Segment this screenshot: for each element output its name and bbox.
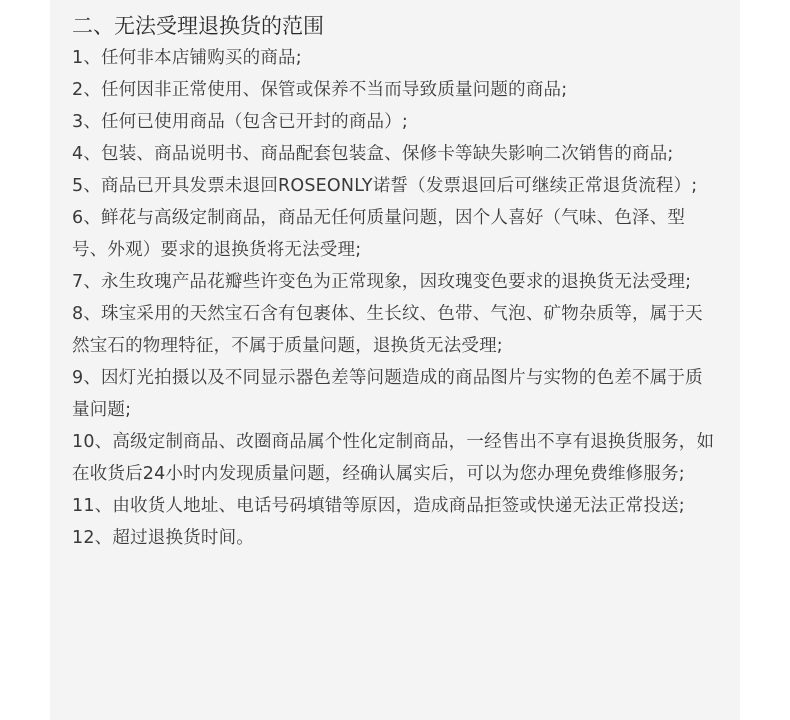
return-policy-section (72, 8, 720, 554)
rule-item-2: 2、任何因非正常使用、保管或保养不当而导致质量问题的商品; (72, 80, 568, 100)
rule-item-11: 11、由收货人地址、电话号码填错等原因，造成商品拒签或快递无法正常投送; (72, 496, 685, 516)
rule-item-6: 6、鲜花与高级定制商品，商品无任何质量问题，因个人喜好（气味、色泽、型号、外观）要求的退换货将无法受理; (72, 208, 686, 260)
rule-item-7: 7、永生玫瑰产品花瓣些许变色为正常现象，因玫瑰变色要求的退换货无法受理; (72, 272, 692, 292)
rules-list (72, 42, 720, 554)
rule-item-3: 3、任何已使用商品（包含已开封的商品）; (72, 112, 409, 132)
rule-item-9: 9、因灯光拍摄以及不同显示器色差等问题造成的商品图片与实物的色差不属于质量问题; (72, 368, 703, 420)
rule-item-12: 12、超过退换货时间。 (72, 528, 254, 548)
rule-item-4: 4、包装、商品说明书、商品配套包装盒、保修卡等缺失影响二次销售的商品; (72, 144, 674, 164)
rule-item-10: 10、高级定制商品、改圈商品属个性化定制商品，一经售出不享有退换货服务，如在收货后24小时内发现质量问题，经确认属实后，可以为您办理免费维修服务; (72, 432, 715, 484)
rule-item-1: 1、任何非本店铺购买的商品; (72, 48, 302, 68)
rule-item-8: 8、珠宝采用的天然宝石含有包裹体、生长纹、色带、气泡、矿物杂质等，属于天然宝石的物理特征，不属于质量问题，退换货无法受理; (72, 304, 703, 356)
rule-item-5: 5、商品已开具发票未退回ROSEONLY诺誓（发票退回后可继续正常退货流程）; (72, 176, 698, 196)
section-title: 二、无法受理退换货的范围 (72, 14, 324, 38)
